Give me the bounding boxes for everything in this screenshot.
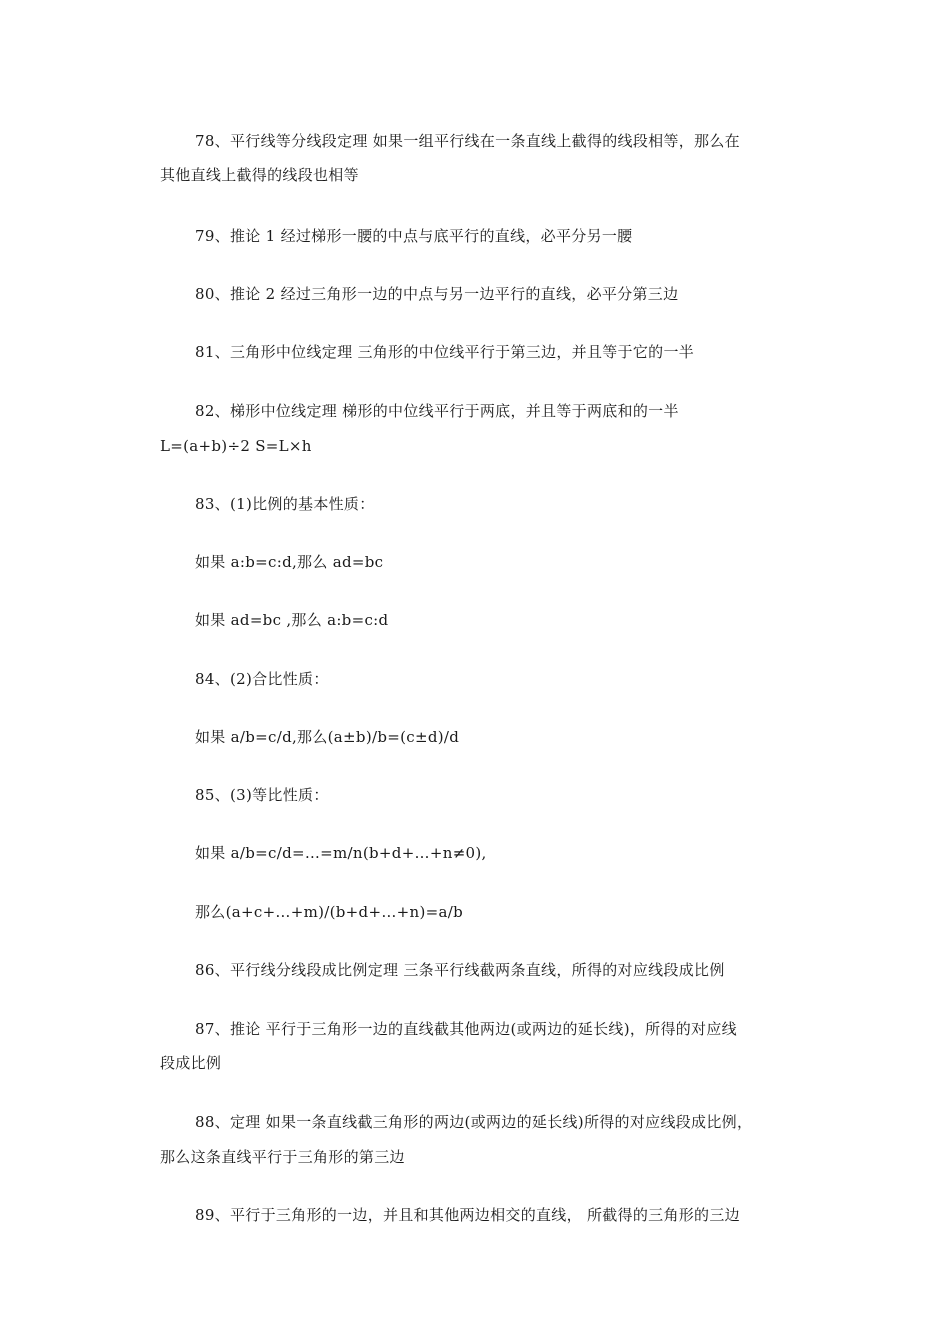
paragraph-88-line-1: 88、定理 如果一条直线截三角形的两边(或两边的延长线)所得的对应线段成比例， bbox=[195, 1113, 753, 1131]
paragraph-83: 83、(1)比例的基本性质： bbox=[195, 495, 375, 513]
paragraph-82-line-1: 82、梯形中位线定理 梯形的中位线平行于两底，并且等于两底和的一半 bbox=[195, 402, 679, 420]
paragraph-84-line-a: 如果 a/b=c/d,那么(a±b)/b=(c±d)/d bbox=[195, 728, 460, 746]
paragraph-80: 80、推论 2 经过三角形一边的中点与另一边平行的直线，必平分第三边 bbox=[195, 285, 679, 303]
paragraph-78-line-2: 其他直线上截得的线段也相等 bbox=[160, 166, 359, 184]
paragraph-86: 86、平行线分线段成比例定理 三条平行线截两条直线，所得的对应线段成比例 bbox=[195, 961, 725, 979]
paragraph-83-line-b: 如果 ad=bc ,那么 a:b=c:d bbox=[195, 611, 389, 629]
paragraph-83-line-a: 如果 a:b=c:d,那么 ad=bc bbox=[195, 553, 384, 571]
paragraph-85: 85、(3)等比性质： bbox=[195, 786, 329, 804]
paragraph-82-line-2: L=(a+b)÷2 S=L×h bbox=[160, 437, 312, 455]
paragraph-87-line-1: 87、推论 平行于三角形一边的直线截其他两边(或两边的延长线)，所得的对应线 bbox=[195, 1020, 737, 1038]
paragraph-85-line-b: 那么(a+c+…+m)/(b+d+…+n)=a/b bbox=[195, 903, 463, 921]
paragraph-89: 89、平行于三角形的一边，并且和其他两边相交的直线， 所截得的三角形的三边 bbox=[195, 1206, 740, 1224]
paragraph-84: 84、(2)合比性质： bbox=[195, 670, 329, 688]
paragraph-79: 79、推论 1 经过梯形一腰的中点与底平行的直线，必平分另一腰 bbox=[195, 227, 633, 245]
paragraph-87-line-2: 段成比例 bbox=[160, 1054, 222, 1072]
paragraph-81: 81、三角形中位线定理 三角形的中位线平行于第三边，并且等于它的一半 bbox=[195, 343, 695, 361]
paragraph-78-line-1: 78、平行线等分线段定理 如果一组平行线在一条直线上截得的线段相等，那么在 bbox=[195, 132, 740, 150]
paragraph-85-line-a: 如果 a/b=c/d=…=m/n(b+d+…+n≠0), bbox=[195, 844, 487, 862]
paragraph-88-line-2: 那么这条直线平行于三角形的第三边 bbox=[160, 1148, 405, 1166]
